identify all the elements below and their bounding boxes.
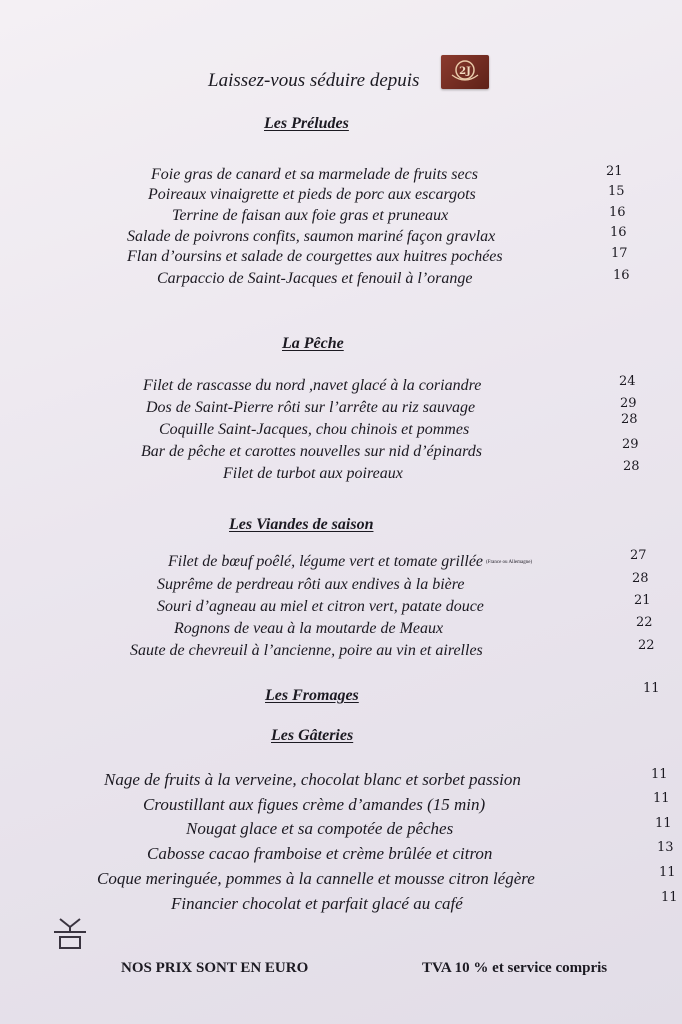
menu-item (168, 553, 532, 571)
menu-item: Souri d’agneau au miel et citron vert, patate douce (157, 598, 484, 615)
section-title-gateries: Les Gâteries (271, 727, 354, 744)
menu-item-price: 28 (621, 412, 638, 427)
menu-item-price: 29 (622, 437, 639, 452)
menu-item-price: 21 (606, 164, 623, 179)
menu-item-price: 11 (651, 767, 668, 782)
menu-item-price: 16 (610, 225, 627, 240)
menu-item-price: 29 (620, 396, 637, 411)
menu-item: Foie gras de canard et sa marmelade de fruits secs (151, 166, 478, 183)
menu-item: Filet de rascasse du nord ,navet glacé à la coriandre (143, 377, 482, 394)
menu-item: Flan d’oursins et salade de courgettes aux huitres pochées (127, 248, 503, 265)
menu-item-price: 28 (632, 571, 649, 586)
menu-item-price: 15 (608, 184, 625, 199)
menu-item-price: 16 (609, 205, 626, 220)
menu-item-price: 16 (613, 268, 630, 283)
section-title-fromages: Les Fromages (265, 687, 359, 704)
fromages-price: 11 (643, 681, 660, 696)
menu-item: Nougat glace et sa compotée de pêches (186, 819, 454, 838)
tagline: Laissez-vous séduire depuis (208, 70, 420, 91)
menu-item-price: 24 (619, 374, 636, 389)
tax-note: TVA 10 % et service compris (422, 960, 608, 976)
menu-item: Suprême de perdreau rôti aux endives à la bière (157, 576, 465, 593)
menu-item: Financier chocolat et parfait glacé au café (171, 894, 463, 913)
menu-item-origin-note: (France ou Allemagne) (486, 559, 533, 565)
menu-item: Coque meringuée, pommes à la cannelle et mousse citron légère (97, 869, 535, 888)
menu-item: Poireaux vinaigrette et pieds de porc aux escargots (148, 186, 476, 203)
menu-item-price: 17 (611, 246, 628, 261)
menu-item: Carpaccio de Saint-Jacques et fenouil à l’orange (157, 270, 473, 287)
menu-item: Nage de fruits à la verveine, chocolat blanc et sorbet passion (104, 770, 521, 789)
currency-note: NOS PRIX SONT EN EURO (121, 960, 309, 976)
menu-item: Filet de turbot aux poireaux (223, 465, 403, 482)
menu-item-price: 22 (638, 638, 655, 653)
korean-glyph-icon (50, 915, 90, 955)
svg-text:2J: 2J (459, 66, 471, 77)
menu-item-price: 11 (653, 791, 670, 806)
menu-item: Cabosse cacao framboise et crème brûlée et citron (147, 844, 493, 863)
menu-item: Rognons de veau à la moutarde de Meaux (174, 620, 444, 637)
menu-item-price: 21 (634, 593, 651, 608)
menu-item-price: 22 (636, 615, 653, 630)
menu-item-price: 28 (623, 459, 640, 474)
menu-item-price: 11 (659, 865, 676, 880)
restaurant-logo (441, 55, 489, 89)
menu-item-price: 27 (630, 548, 647, 563)
section-title-peche: La Pêche (282, 335, 344, 352)
menu-item: Croustillant aux figues crème d’amandes (15 min) (143, 795, 486, 814)
menu-item-name: Filet de bœuf poêlé, légume vert et tomate grillée (168, 553, 484, 570)
menu-item-price: 11 (661, 890, 678, 905)
menu-item: Salade de poivrons confits, saumon mariné façon gravlax (127, 228, 496, 245)
menu-item: Terrine de faisan aux foie gras et pruneaux (172, 207, 449, 224)
menu-item-price: 13 (657, 840, 674, 855)
menu-item-price: 11 (655, 816, 672, 831)
menu-item: Dos de Saint-Pierre rôti sur l’arrête au riz sauvage (146, 399, 476, 416)
menu-item: Coquille Saint-Jacques, chou chinois et pommes (159, 421, 470, 438)
section-title-viandes: Les Viandes de saison (229, 516, 374, 533)
menu-item: Saute de chevreuil à l’ancienne, poire au vin et airelles (130, 642, 483, 659)
menu-item: Bar de pêche et carottes nouvelles sur nid d’épinards (141, 443, 482, 460)
section-title-preludes: Les Préludes (264, 115, 349, 132)
